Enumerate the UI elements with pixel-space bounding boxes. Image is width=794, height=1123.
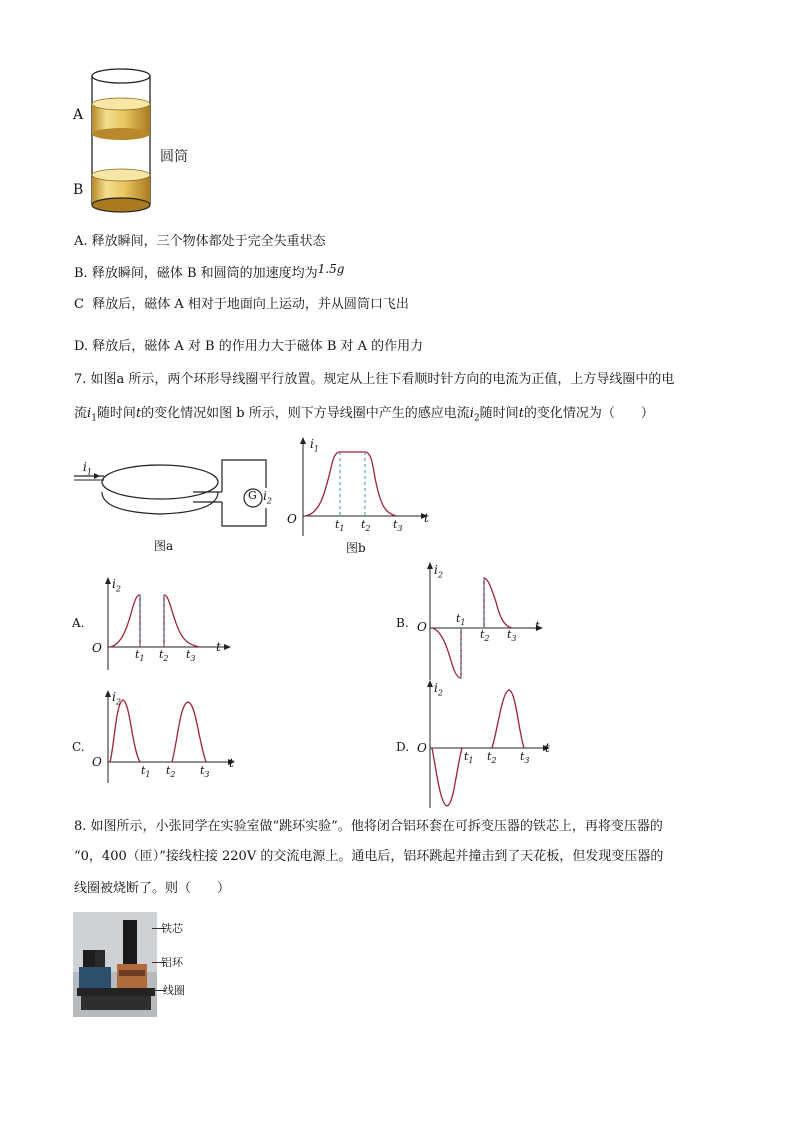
opt-a-origin: O: [92, 641, 102, 655]
opt-a-tick-t1: $t_1$: [135, 648, 145, 664]
q6-option-c: C 释放后，磁体 A 相对于地面向上运动，并从圆筒口飞出: [74, 297, 409, 312]
opt-d-tick-t1: $t_1$: [464, 750, 474, 766]
cylinder-figure: [70, 62, 220, 222]
opt-d-tick-t2: $t_2$: [487, 750, 497, 766]
fig-a-i1-label: $i_1$: [83, 460, 92, 477]
q7-option-b-label: B.: [396, 616, 409, 630]
q7-option-d-graph: [412, 678, 562, 813]
opt-c-axis-i2: $i_2$: [112, 690, 121, 707]
galvanometer-label: G: [248, 489, 257, 502]
q6-option-a: A. 释放瞬间，三个物体都处于完全失重状态: [74, 234, 326, 249]
q7-option-c-label: C.: [72, 740, 85, 754]
fig-b-tick-t1: $t_1$: [335, 518, 345, 534]
q8-stem-line3: 线圈被烧断了。则（ ）: [74, 881, 231, 896]
opt-b-tick-t3: $t_3$: [507, 628, 517, 644]
figure-b-graph: [285, 432, 435, 542]
fig-b-axis-t: t: [424, 511, 429, 525]
q7-option-d-label: D.: [396, 740, 410, 754]
fig-a-caption: 图a: [154, 539, 174, 553]
opt-d-origin: O: [417, 741, 427, 755]
q6-option-b: B. 释放瞬间，磁体 B 和圆筒的加速度均为1.5g: [74, 262, 345, 281]
transformer-photo: [73, 912, 157, 1017]
figure-a-coils: [70, 440, 290, 560]
opt-c-tick-t1: $t_1$: [141, 764, 151, 780]
opt-d-tick-t3: $t_3$: [520, 750, 530, 766]
q8-stem-line1: 8. 如图所示，小张同学在实验室做“跳环实验”。他将闭合铝环套在可拆变压器的铁芯上，再将变压器的: [74, 819, 663, 834]
opt-a-axis-t: t: [216, 640, 221, 654]
label-core: 铁芯: [161, 922, 183, 935]
opt-a-tick-t2: $t_2$: [159, 648, 169, 664]
opt-b-origin: O: [417, 620, 427, 634]
q7-stem-line2: 流$i_1$随时间t的变化情况如图 b 所示，则下方导线圈中产生的感应电流$i_2$随时间t的变化情况为（ ）: [74, 406, 654, 424]
fig-b-tick-t3: $t_3$: [393, 518, 403, 534]
label-ring: 铝环: [161, 956, 183, 969]
opt-b-axis-i2: $i_2$: [434, 563, 443, 580]
q7-stem-line1: 7. 如图a 所示，两个环形导线圈平行放置。规定从上往下看顺时针方向的电流为正值，上方导线圈中的电: [74, 372, 675, 387]
magnet-a: [92, 98, 150, 140]
opt-d-axis-i2: $i_2$: [434, 681, 443, 698]
opt-c-tick-t3: $t_3$: [200, 764, 210, 780]
fig-b-tick-t2: $t_2$: [361, 518, 371, 534]
q6-option-d: D. 释放后，磁体 A 对 B 的作用力大于磁体 B 对 A 的作用力: [74, 339, 424, 354]
fig-b-axis-i1: $i_1$: [310, 437, 319, 454]
opt-a-tick-t3: $t_3$: [186, 648, 196, 664]
opt-c-origin: O: [92, 755, 102, 769]
label-coil: 线圈: [163, 984, 185, 997]
opt-b-tick-t2: $t_2$: [480, 628, 490, 644]
fig-b-origin: O: [287, 512, 297, 526]
q8-stem-line2: “0，400（匝）”接线柱接 220V 的交流电源上。通电后，铝环跳起并撞击到了天花板，但发现变压器的: [74, 849, 664, 864]
opt-d-axis-t: t: [545, 741, 550, 755]
q7-option-a-label: A.: [72, 616, 85, 630]
opt-b-tick-t1: $t_1$: [456, 612, 466, 628]
opt-b-axis-t: t: [535, 619, 540, 633]
fig-b-caption: 图b: [346, 541, 366, 555]
opt-c-axis-t: t: [229, 756, 234, 770]
opt-c-tick-t2: $t_2$: [166, 764, 176, 780]
label-tube: 圆筒: [160, 149, 188, 165]
label-b: B: [73, 182, 84, 198]
label-a: A: [73, 107, 84, 123]
cylinder-drawing: [70, 62, 220, 222]
opt-a-axis-i2: $i_2$: [112, 577, 121, 594]
fig-a-i2-label: $i_2$: [263, 489, 272, 506]
magnet-b: [92, 169, 150, 212]
